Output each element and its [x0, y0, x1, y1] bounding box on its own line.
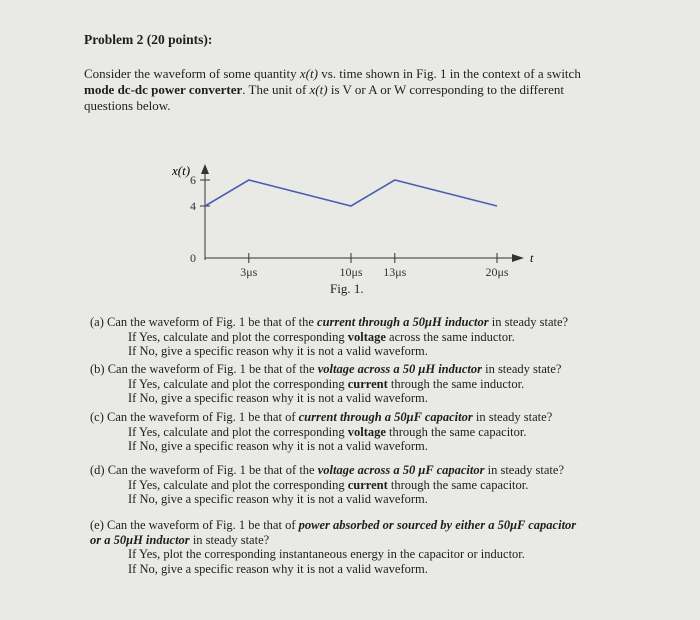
- text: in steady state?: [189, 532, 270, 547]
- emphasis: power absorbed or sourced by either a 50μF capacitor: [298, 518, 577, 532]
- problem-title: Problem 2 (20 points):: [84, 32, 213, 47]
- question-e-line-1: [90, 518, 576, 533]
- text: Consider the waveform of some quantity: [84, 66, 300, 81]
- bold-text: mode dc-dc power converter: [84, 82, 243, 97]
- text: in steady state?: [481, 362, 562, 376]
- y-tick-label: 4: [190, 199, 196, 213]
- y-axis-arrow-icon: [201, 164, 209, 174]
- intro-line-3: questions below.: [84, 98, 171, 113]
- question-yes-line: [90, 377, 561, 392]
- text: in steady state?: [484, 463, 564, 477]
- emphasis: current through a 50μH inductor: [317, 315, 489, 329]
- question-no-line: If No, give a specific reason why it is not a valid waveform.: [128, 344, 428, 358]
- x-axis-label: t: [530, 251, 534, 265]
- text: in steady state?: [488, 315, 569, 329]
- text: vs. time shown in Fig. 1 in the context of a switch: [317, 66, 581, 81]
- figure-caption: Fig. 1.: [330, 281, 364, 296]
- y-tick-label: 6: [190, 173, 196, 187]
- text: (b) Can the waveform of Fig. 1 be that of the: [90, 362, 318, 376]
- text: If Yes, calculate and plot the corresponding: [128, 477, 348, 492]
- question-yes-line: [90, 330, 568, 345]
- emphasis: voltage: [347, 329, 386, 344]
- emphasis: voltage: [347, 424, 386, 439]
- text: through the same inductor.: [387, 376, 525, 391]
- question-e: [90, 518, 576, 576]
- text: across the same inductor.: [385, 329, 515, 344]
- question-line: [90, 362, 561, 377]
- variable: x(t): [309, 82, 328, 97]
- y-tick-label: 0: [190, 251, 196, 265]
- variable: x(t): [299, 66, 318, 81]
- emphasis: voltage across a 50 μF capacitor: [317, 463, 485, 477]
- x-tick-label: 10μs: [339, 265, 363, 279]
- text: . The unit of: [242, 82, 310, 97]
- text: in steady state?: [472, 410, 553, 424]
- emphasis: current: [347, 376, 388, 391]
- question-b: [90, 362, 561, 406]
- text: through the same capacitor.: [385, 424, 527, 439]
- waveform-line: [205, 180, 497, 206]
- question-yes-line: [90, 478, 564, 493]
- emphasis: voltage across a 50 μH inductor: [317, 362, 482, 376]
- x-axis-arrow-icon: [512, 254, 524, 262]
- text: If Yes, calculate and plot the corresponding: [128, 329, 348, 344]
- question-e-line-2: [90, 533, 576, 548]
- question-no-line: If No, give a specific reason why it is not a valid waveform.: [128, 439, 428, 453]
- x-tick-label: 13μs: [383, 265, 407, 279]
- question-a: [90, 315, 568, 359]
- text: If Yes, calculate and plot the corresponding: [128, 424, 348, 439]
- question-line: [90, 410, 552, 425]
- question-d: [90, 463, 564, 507]
- question-yes-line: [90, 425, 552, 440]
- text: through the same capacitor.: [387, 477, 529, 492]
- text: (e) Can the waveform of Fig. 1 be that of: [90, 518, 299, 532]
- question-line: [90, 315, 568, 330]
- x-tick-label: 3μs: [240, 265, 258, 279]
- text: is V or A or W corresponding to the different: [327, 82, 564, 97]
- y-axis-label: x(t): [172, 163, 191, 178]
- question-no-line: If No, give a specific reason why it is not a valid waveform.: [128, 492, 428, 506]
- emphasis: current: [347, 477, 388, 492]
- text: If Yes, calculate and plot the corresponding: [128, 376, 348, 391]
- emphasis: current through a 50μF capacitor: [298, 410, 473, 424]
- text: (c) Can the waveform of Fig. 1 be that of: [90, 410, 299, 424]
- figure-1: [0, 0, 700, 300]
- text: (a) Can the waveform of Fig. 1 be that of the: [90, 315, 318, 329]
- x-tick-label: 20μs: [485, 265, 509, 279]
- question-e-no: If No, give a specific reason why it is not a valid waveform.: [128, 561, 428, 576]
- question-line: [90, 463, 564, 478]
- text: (d) Can the waveform of Fig. 1 be that of the: [90, 463, 318, 477]
- question-c: [90, 410, 552, 454]
- question-no-line: If No, give a specific reason why it is not a valid waveform.: [128, 391, 428, 405]
- question-e-yes: If Yes, plot the corresponding instantaneous energy in the capacitor or inductor.: [128, 547, 525, 561]
- emphasis: or a 50μH inductor: [90, 532, 190, 547]
